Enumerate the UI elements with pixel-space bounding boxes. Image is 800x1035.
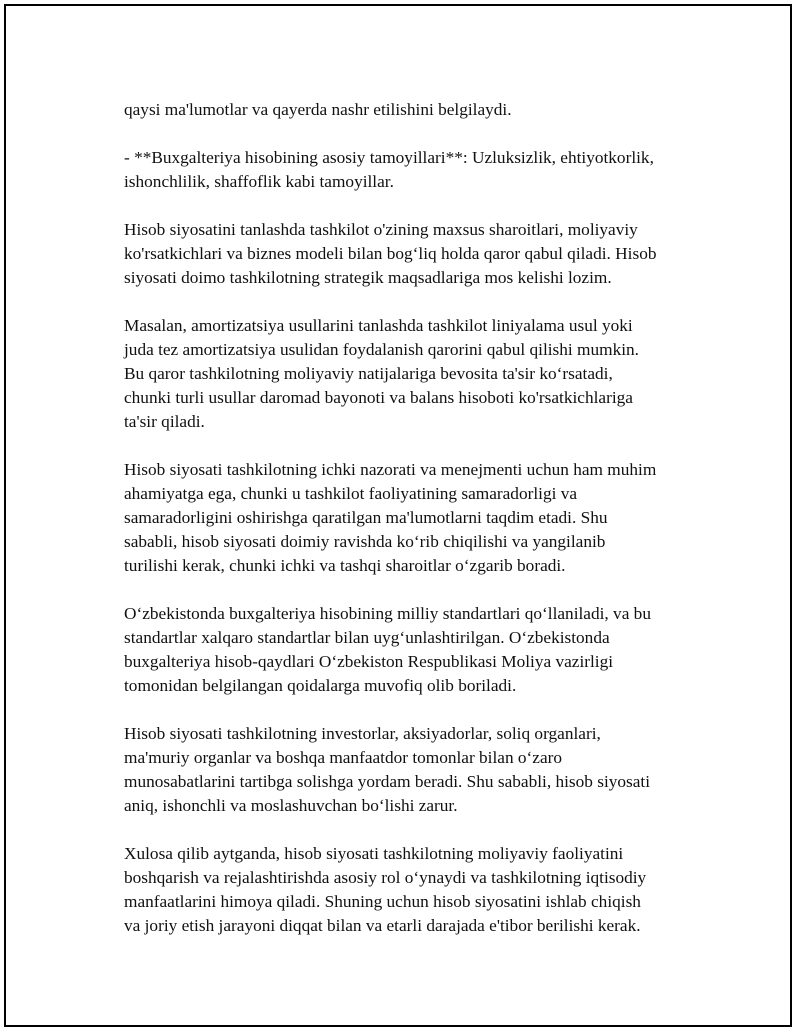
text-line: Hisob siyosati tashkilotning ichki nazorati va menejmenti uchun ham muhim (124, 460, 657, 479)
paragraph (124, 146, 704, 194)
paragraph (124, 842, 704, 938)
paragraph (124, 722, 704, 818)
text-line: qaysi ma'lumotlar va qayerda nashr etilishini belgilaydi. (124, 100, 512, 119)
text-line: Masalan, amortizatsiya usullarini tanlashda tashkilot liniyalama usul yoki (124, 316, 633, 335)
text-line: Hisob siyosatini tanlashda tashkilot o'zining maxsus sharoitlari, moliyaviy (124, 220, 638, 239)
text-line: - **Buxgalteriya hisobining asosiy tamoyillari**: Uzluksizlik, ehtiyotkorlik, (124, 148, 654, 167)
paragraph (124, 458, 704, 578)
text-line: va joriy etish jarayoni diqqat bilan va etarli darajada e'tibor berilishi kerak. (124, 916, 641, 935)
text-line: juda tez amortizatsiya usulidan foydalanish qarorini qabul qilishi mumkin. (124, 340, 639, 359)
text-line: boshqarish va rejalashtirishda asosiy rol o‘ynaydi va tashkilotning iqtisodiy (124, 868, 647, 887)
paragraph (124, 314, 704, 434)
text-line: samaradorligini oshirishga qaratilgan ma'lumotlarni taqdim etadi. Shu (124, 508, 608, 527)
text-line: ma'muriy organlar va boshqa manfaatdor tomonlar bilan o‘zaro (124, 748, 563, 767)
text-line: Xulosa qilib aytganda, hisob siyosati tashkilotning moliyaviy faoliyatini (124, 844, 624, 863)
text-line: O‘zbekistonda buxgalteriya hisobining milliy standartlari qo‘llaniladi, va bu (124, 604, 651, 623)
page-frame (4, 4, 792, 1027)
text-line: sababli, hisob siyosati doimiy ravishda ko‘rib chiqilishi va yangilanib (124, 532, 606, 551)
text-line: Bu qaror tashkilotning moliyaviy natijalariga bevosita ta'sir ko‘rsatadi, (124, 364, 613, 383)
document-body (124, 98, 704, 962)
text-line: munosabatlarini tartibga solishga yordam beradi. Shu sababli, hisob siyosati (124, 772, 651, 791)
paragraph (124, 98, 704, 122)
text-line: ishonchlilik, shaffoflik kabi tamoyillar. (124, 172, 394, 191)
text-line: ta'sir qiladi. (124, 412, 205, 431)
text-line: ko'rsatkichlari va biznes modeli bilan bog‘liq holda qaror qabul qiladi. Hisob (124, 244, 657, 263)
text-line: Hisob siyosati tashkilotning investorlar, aksiyadorlar, soliq organlari, (124, 724, 601, 743)
paragraph (124, 218, 704, 290)
text-line: turilishi kerak, chunki ichki va tashqi sharoitlar o‘zgarib boradi. (124, 556, 566, 575)
text-line: buxgalteriya hisob-qaydlari O‘zbekiston Respublikasi Moliya vazirligi (124, 652, 614, 671)
paragraph (124, 602, 704, 698)
text-line: chunki turli usullar daromad bayonoti va balans hisoboti ko'rsatkichlariga (124, 388, 633, 407)
text-line: ahamiyatga ega, chunki u tashkilot faoliyatining samaradorligi va (124, 484, 578, 503)
text-line: tomonidan belgilangan qoidalarga muvofiq olib boriladi. (124, 676, 517, 695)
text-line: standartlar xalqaro standartlar bilan uyg‘unlashtirilgan. O‘zbekistonda (124, 628, 610, 647)
text-line: manfaatlarini himoya qiladi. Shuning uchun hisob siyosatini ishlab chiqish (124, 892, 641, 911)
text-line: siyosati doimo tashkilotning strategik maqsadlariga mos kelishi lozim. (124, 268, 612, 287)
text-line: aniq, ishonchli va moslashuvchan bo‘lishi zarur. (124, 796, 458, 815)
